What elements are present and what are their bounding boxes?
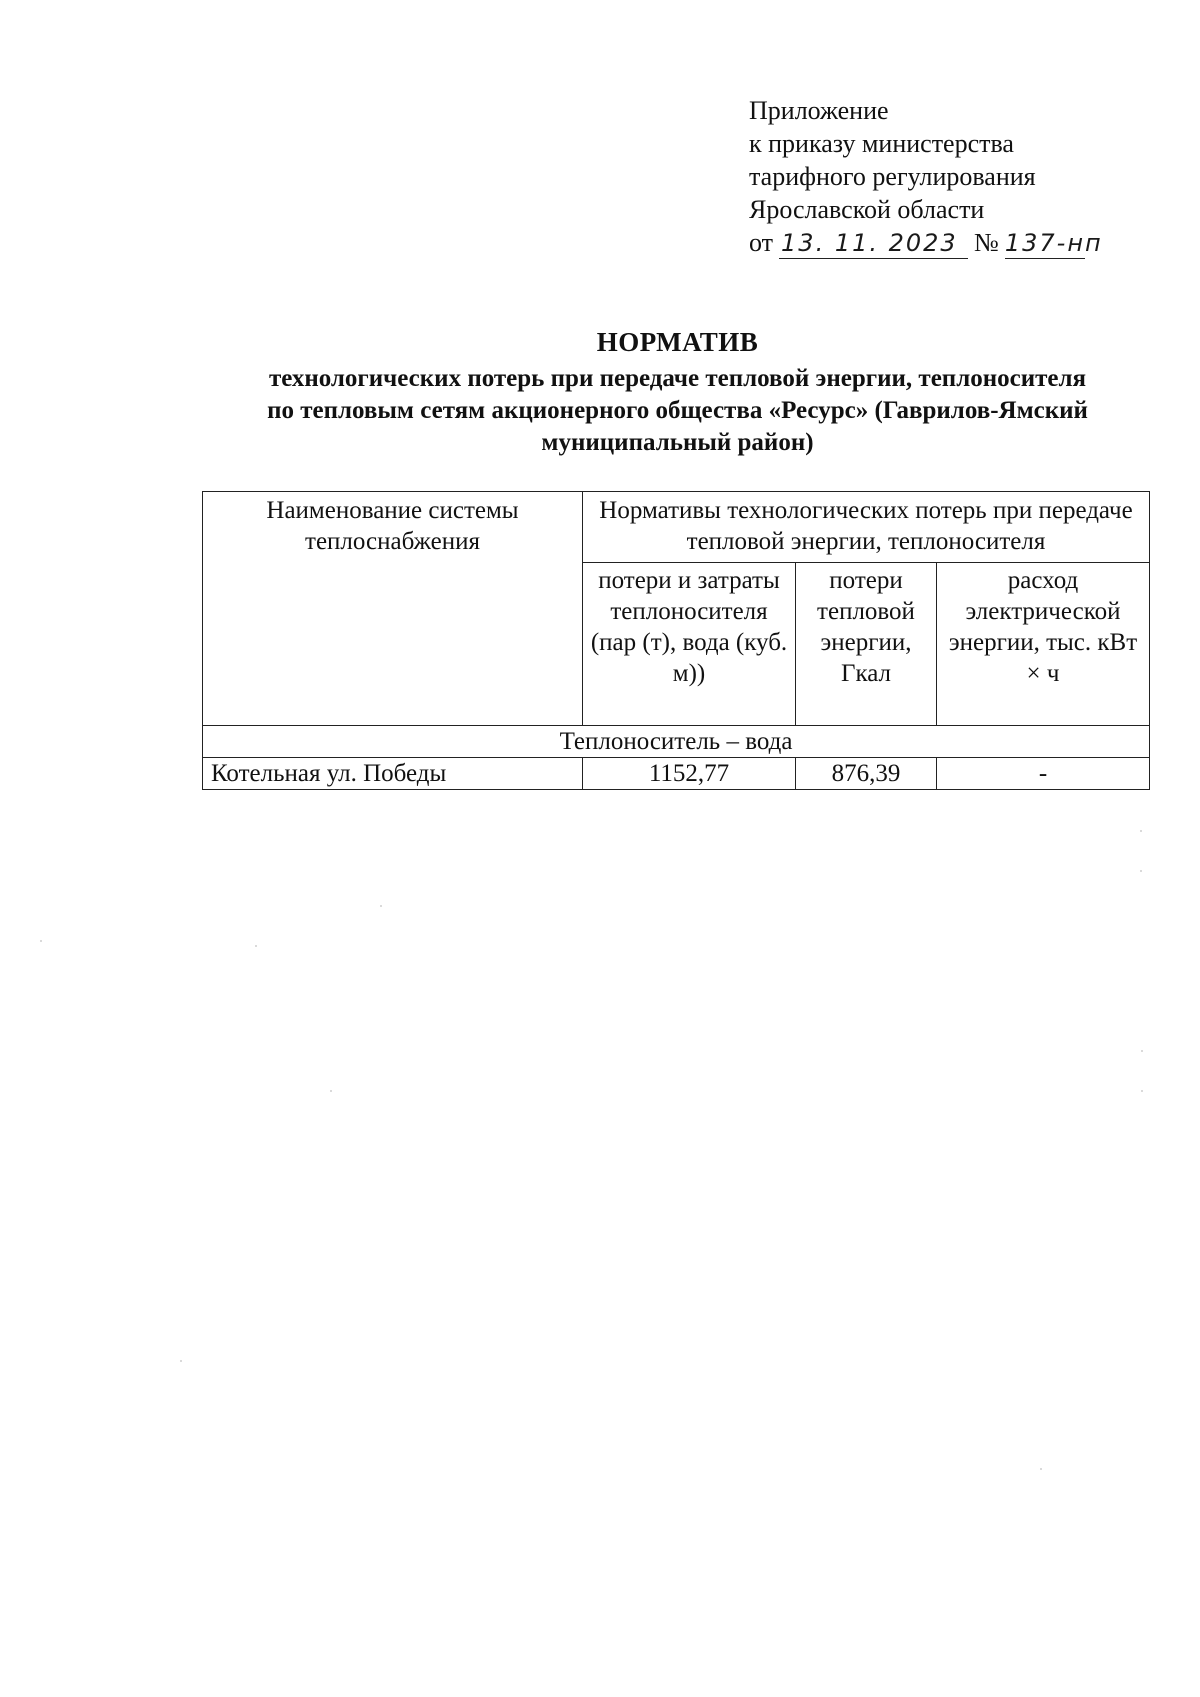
- coolant-loss-cell: 1152,77: [583, 758, 796, 790]
- subtitle-line: технологических потерь при передаче тепловой энергии, теплоносителя: [268, 365, 1087, 392]
- norms-table: [202, 491, 1150, 790]
- scan-speck: [1140, 830, 1142, 832]
- handwritten-date: 13. 11. 2023: [779, 228, 968, 259]
- scan-speck: [40, 940, 42, 942]
- electric-consumption-cell: -: [937, 758, 1150, 790]
- header-coolant-loss: потери и затраты теплоносителя (пар (т), вода (куб. м)): [583, 563, 796, 726]
- scan-speck: [180, 1360, 182, 1362]
- section-label: Теплоноситель – вода: [203, 726, 1150, 758]
- scan-speck: [1141, 1090, 1143, 1092]
- boiler-name-cell: Котельная ул. Победы: [203, 758, 583, 790]
- header-system-name: Наименование системы теплоснабжения: [203, 492, 583, 726]
- scan-speck: [330, 1090, 332, 1092]
- document-subtitle: [190, 363, 1165, 459]
- appendix-title: Приложение: [749, 96, 889, 125]
- subtitle-line: муниципальный район): [541, 429, 814, 456]
- scan-speck: [255, 945, 257, 947]
- date-prefix: от: [749, 228, 774, 257]
- heat-loss-cell: 876,39: [796, 758, 937, 790]
- scan-speck: [1140, 870, 1142, 872]
- handwritten-order-number: 137-нп: [1004, 229, 1103, 257]
- table-header-row: [203, 492, 1150, 563]
- header-electric-consumption: расход электрической энергии, тыс. кВт × ч: [937, 563, 1150, 726]
- header-norms-group: Нормативы технологических потерь при передаче тепловой энергии, теплоносителя: [583, 492, 1150, 563]
- document-title: НОРМАТИВ: [596, 327, 759, 357]
- table-section-row: [203, 726, 1150, 758]
- document-title-block: [190, 325, 1165, 459]
- appendix-block: [749, 94, 1149, 266]
- header-heat-loss: потери тепловой энергии, Гкал: [796, 563, 937, 726]
- appendix-line: Ярославской области: [749, 195, 985, 224]
- scan-speck: [1040, 1468, 1042, 1470]
- appendix-line: тарифного регулирования: [749, 162, 1036, 191]
- table-row: [203, 758, 1150, 790]
- scan-speck: [380, 905, 382, 907]
- number-sign: №: [974, 228, 999, 257]
- scan-speck: [1141, 1050, 1143, 1052]
- order-date-number-line: [749, 226, 1149, 266]
- appendix-line: к приказу министерства: [749, 129, 1014, 158]
- subtitle-line: по тепловым сетям акционерного общества «Ресурс» (Гаврилов-Ямский: [267, 397, 1088, 424]
